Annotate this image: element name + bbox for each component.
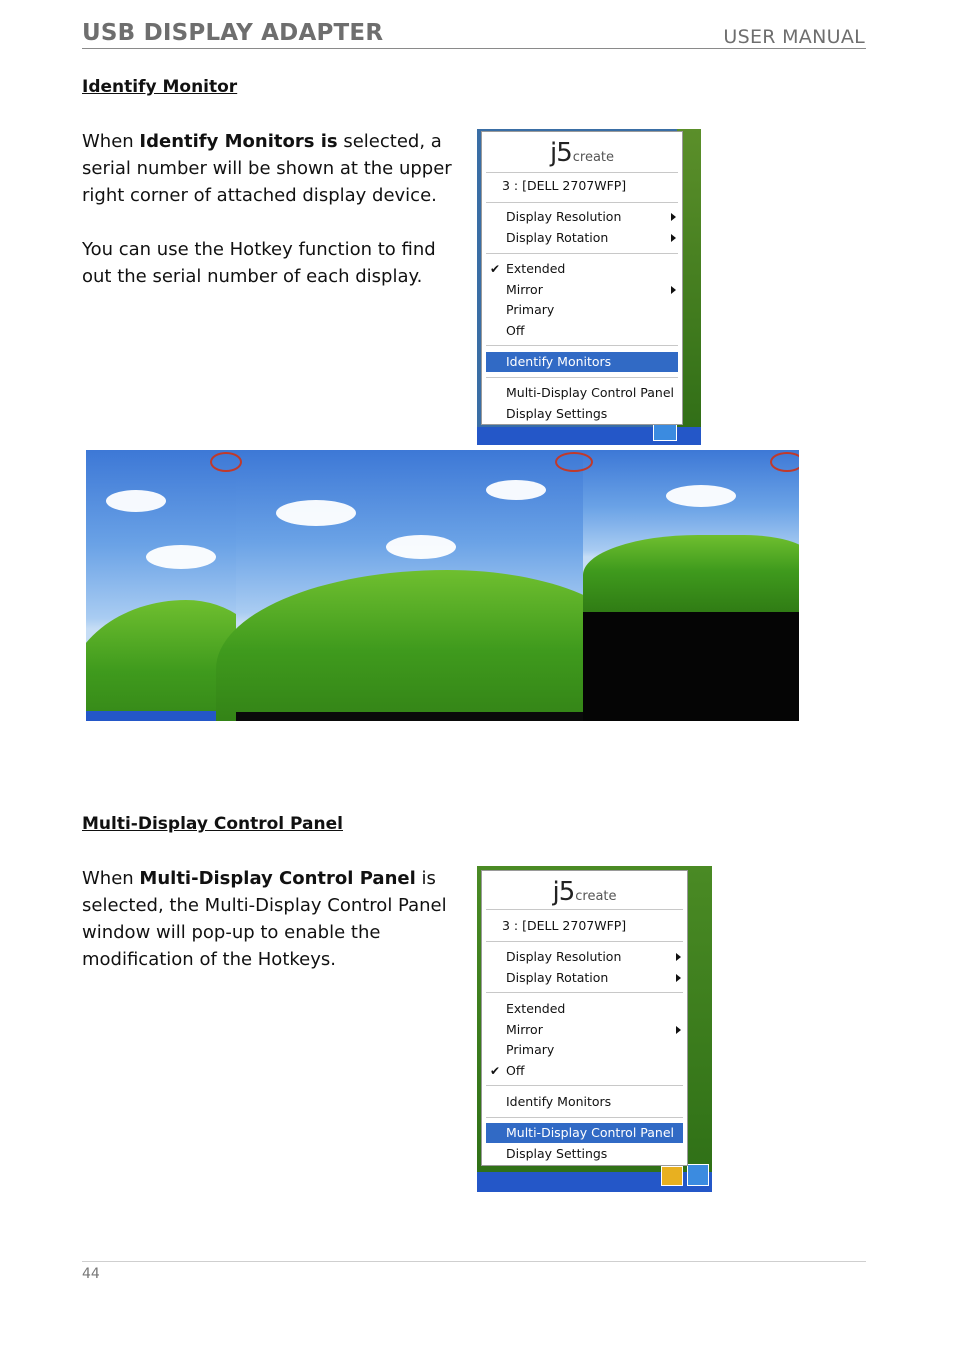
bold-term: Identify Monitors is — [139, 131, 338, 152]
menu-label: Display Resolution — [506, 209, 622, 224]
menu-separator — [486, 377, 678, 379]
bold-term: Multi-Display Control Panel — [139, 868, 416, 889]
tray-icon[interactable] — [661, 1166, 683, 1186]
menu-separator — [486, 172, 678, 174]
context-menu — [481, 870, 688, 1166]
menu-separator — [486, 992, 683, 994]
cloud — [666, 485, 736, 507]
menu-item-device[interactable]: 3 : [DELL 2707WFP] — [502, 918, 627, 933]
logo-main: j5 — [549, 138, 572, 168]
text-run: is selected, the Multi-Display Control Panel window will pop-up to enable the modification of the Hotkeys. — [82, 868, 447, 970]
black-area — [583, 612, 799, 721]
cloud — [146, 545, 216, 569]
menu-item-off[interactable] — [482, 1061, 687, 1081]
menu-item-mirror[interactable] — [482, 280, 682, 300]
submenu-arrow-icon — [671, 286, 676, 294]
menu-screenshot-control-panel — [477, 866, 712, 1192]
section-heading-identify-monitor: Identify Monitor — [82, 77, 238, 97]
j5-tray-icon[interactable] — [687, 1164, 709, 1186]
menu-item-control-panel[interactable]: Multi-Display Control Panel — [486, 1123, 683, 1143]
hill-right — [583, 535, 799, 615]
menu-item-display-rotation[interactable] — [482, 228, 682, 248]
menu-label: Display Rotation — [506, 230, 609, 245]
section2-paragraph-1 — [82, 865, 467, 973]
context-menu — [481, 131, 683, 425]
menu-label: Display Resolution — [506, 949, 622, 964]
menu-item-display-resolution[interactable] — [482, 947, 687, 967]
cloud — [386, 535, 456, 559]
menu-item-identify-monitors[interactable]: Identify Monitors — [506, 1094, 612, 1109]
submenu-arrow-icon — [676, 953, 681, 961]
text-run: When — [82, 868, 140, 889]
menu-separator — [486, 345, 678, 347]
menu-item-device[interactable]: 3 : [DELL 2707WFP] — [502, 178, 627, 193]
menu-separator — [486, 941, 683, 943]
menu-separator — [486, 1085, 683, 1087]
menu-label: Off — [506, 1063, 525, 1078]
j5create-logo — [482, 877, 687, 907]
menu-separator — [486, 202, 678, 204]
menu-separator — [486, 1117, 683, 1119]
menu-label: Mirror — [506, 282, 543, 297]
menu-item-mirror[interactable] — [482, 1020, 687, 1040]
document-title: USB DISPLAY ADAPTER — [82, 20, 384, 46]
section1-paragraph-1 — [82, 128, 462, 209]
section-heading-control-panel: Multi-Display Control Panel — [82, 814, 343, 834]
page-number: 44 — [82, 1266, 100, 1282]
serial-indicator-circle — [210, 452, 242, 472]
cloud — [276, 500, 356, 526]
menu-item-identify-monitors[interactable]: Identify Monitors — [486, 352, 678, 372]
submenu-arrow-icon — [671, 213, 676, 221]
section1-text — [82, 128, 462, 290]
menu-item-extended[interactable] — [482, 259, 682, 279]
menu-separator — [486, 909, 683, 911]
taskbar-left — [86, 711, 236, 721]
menu-item-primary[interactable]: Primary — [506, 1042, 555, 1057]
menu-item-display-settings[interactable]: Display Settings — [506, 406, 608, 421]
logo-main: j5 — [552, 877, 575, 907]
document-subtitle: USER MANUAL — [723, 26, 865, 48]
section2-text — [82, 865, 467, 973]
header-divider — [82, 48, 866, 49]
menu-item-display-settings[interactable]: Display Settings — [506, 1146, 608, 1161]
menu-label: Mirror — [506, 1022, 543, 1037]
text-run: selected, a serial number will be shown at the upper right corner of attached display device. — [82, 131, 452, 206]
j5create-logo — [482, 138, 682, 168]
menu-screenshot-identify — [477, 129, 701, 445]
menu-label: Display Rotation — [506, 970, 609, 985]
cloud — [106, 490, 166, 512]
submenu-arrow-icon — [671, 234, 676, 242]
cloud — [486, 480, 546, 500]
logo-sub: create — [575, 889, 617, 904]
multi-monitor-screenshot — [86, 450, 799, 721]
menu-label: Extended — [506, 261, 566, 276]
menu-item-display-rotation[interactable] — [482, 968, 687, 988]
menu-item-control-panel[interactable]: Multi-Display Control Panel — [506, 385, 674, 400]
serial-indicator-circle — [555, 452, 593, 472]
menu-item-off[interactable]: Off — [506, 323, 525, 338]
logo-sub: create — [572, 150, 615, 165]
section1-paragraph-2: You can use the Hotkey function to find out the serial number of each display. — [82, 239, 436, 287]
menu-item-primary[interactable]: Primary — [506, 302, 555, 317]
check-icon: ✔ — [490, 262, 501, 276]
serial-indicator-circle — [770, 452, 799, 472]
submenu-arrow-icon — [676, 974, 681, 982]
text-run: When — [82, 131, 140, 152]
footer-divider — [82, 1261, 866, 1262]
menu-item-extended[interactable]: Extended — [506, 1001, 566, 1016]
submenu-arrow-icon — [676, 1026, 681, 1034]
menu-item-display-resolution[interactable] — [482, 207, 682, 227]
menu-separator — [486, 253, 678, 255]
check-icon: ✔ — [490, 1064, 501, 1078]
